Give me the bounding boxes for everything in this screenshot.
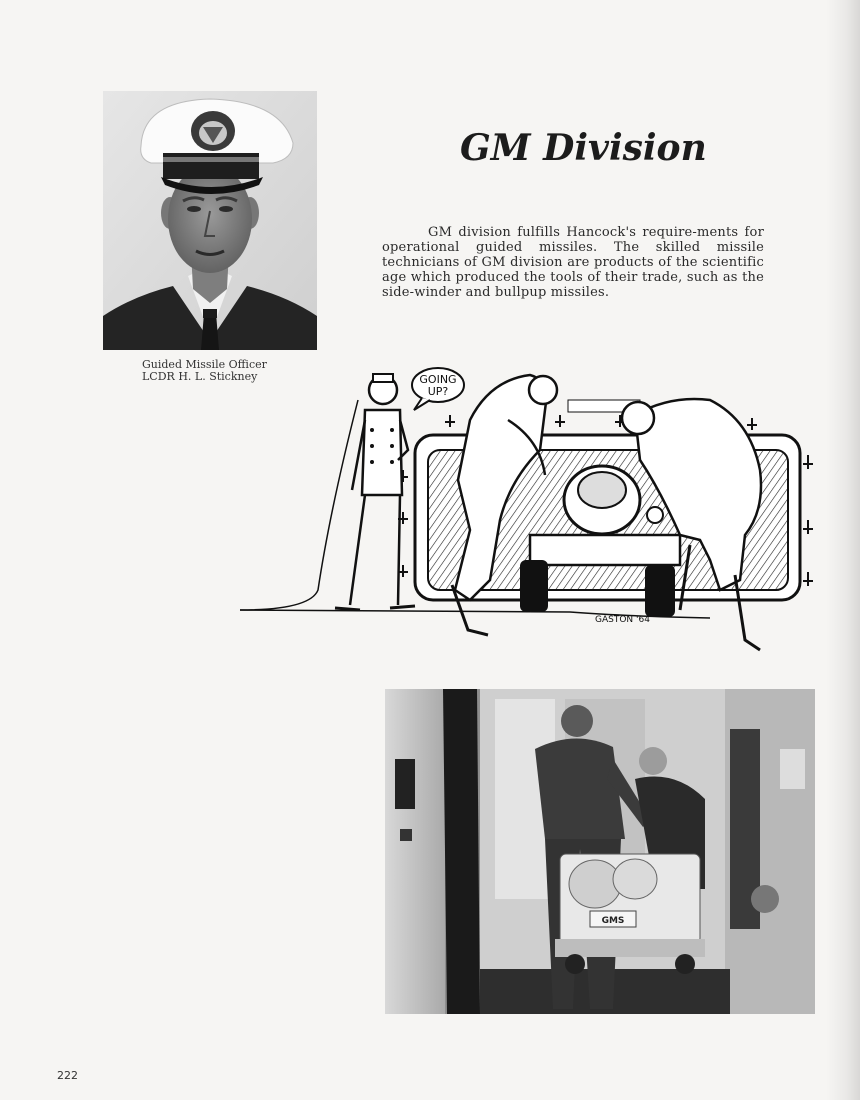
- page-edge-shadow: [826, 0, 860, 1100]
- missile-technicians-photo: [385, 689, 815, 1014]
- officer-portrait: [103, 91, 317, 350]
- page-number: 222: [57, 1069, 78, 1082]
- speech-bubble-line1: GOING: [419, 373, 457, 386]
- page-title: GM Division: [460, 127, 707, 169]
- cartoon-signature: GASTON '64: [595, 615, 650, 625]
- cart-label: GMS: [601, 916, 625, 926]
- officer-role: Guided Missile Officer: [142, 358, 267, 371]
- body-paragraph: GM division fulfills Hancock's require-ments for operational guided missiles. The skilled missile technicians of GM division are products of the scientific age which produced the tools of their trade, such as the side-winder and bullpup missiles.: [382, 225, 764, 300]
- speech-bubble-line2: UP?: [427, 385, 449, 398]
- cartoon-illustration: [240, 360, 820, 655]
- officer-name: LCDR H. L. Stickney: [142, 370, 258, 383]
